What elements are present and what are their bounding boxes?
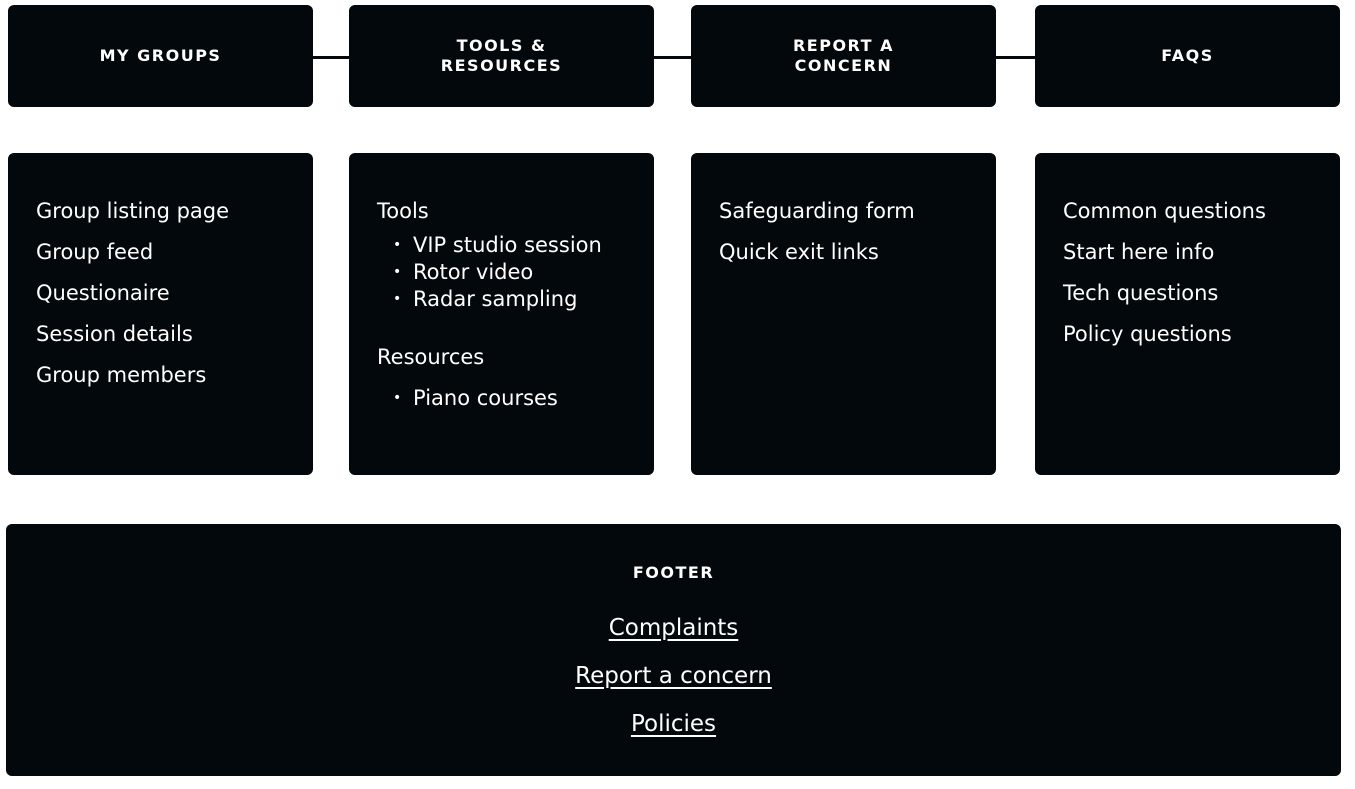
nav-title-faqs: FAQS [1161,46,1214,65]
list-item-safeguarding-form[interactable]: Safeguarding form [719,199,915,223]
list-item-group-feed[interactable]: Group feed [36,240,154,264]
list-item-common-questions[interactable]: Common questions [1063,199,1266,223]
list-item-label: Piano courses [413,386,558,410]
list-item-label: VIP studio session [413,233,602,257]
tools-list [377,232,654,313]
list-item-questionaire[interactable]: Questionaire [36,281,170,305]
nav-connector [654,56,691,59]
spacer [377,313,654,337]
list-item-piano-courses[interactable] [377,378,654,419]
nav-title-my-groups: MY GROUPS [99,46,222,65]
resources-list [377,378,654,419]
footer-title: FOOTER [632,563,715,582]
panel-my-groups [8,153,313,475]
panel-faqs [1035,153,1340,475]
nav-title-report-concern: REPORT A CONCERN [792,36,895,75]
nav-connector [313,56,349,59]
nav-box-tools-resources[interactable] [349,5,654,107]
bullet-icon: • [393,264,402,280]
list-item-radar-sampling[interactable] [377,286,654,313]
resources-heading[interactable]: Resources [377,345,485,369]
list-item-label: Radar sampling [413,287,578,311]
footer-link-policies[interactable]: Policies [630,711,717,737]
list-item-label: Rotor video [413,260,534,284]
nav-title-tools-resources: TOOLS & RESOURCES [440,36,563,75]
bullet-icon: • [393,390,402,406]
bullet-icon: • [393,237,402,253]
list-item-session-details[interactable]: Session details [36,322,193,346]
list-item-quick-exit-links[interactable]: Quick exit links [719,240,879,264]
footer-links [6,604,1341,748]
list-item-start-here-info[interactable]: Start here info [1063,240,1215,264]
list-item-rotor-video[interactable] [377,259,654,286]
list-item-vip-studio[interactable] [377,232,654,259]
bullet-icon: • [393,291,402,307]
list-item-group-listing[interactable]: Group listing page [36,199,230,223]
tools-heading[interactable]: Tools [377,199,429,223]
panel-tools-resources [349,153,654,475]
list-item-group-members[interactable]: Group members [36,363,207,387]
nav-connector [996,56,1035,59]
list-item-policy-questions[interactable]: Policy questions [1063,322,1232,346]
footer [6,524,1341,776]
list-item-tech-questions[interactable]: Tech questions [1063,281,1219,305]
footer-link-complaints[interactable]: Complaints [608,615,739,641]
nav-box-faqs[interactable] [1035,5,1340,107]
nav-box-report-concern[interactable] [691,5,996,107]
footer-link-report-concern[interactable]: Report a concern [575,663,772,689]
nav-box-my-groups[interactable] [8,5,313,107]
panel-report-concern [691,153,996,475]
